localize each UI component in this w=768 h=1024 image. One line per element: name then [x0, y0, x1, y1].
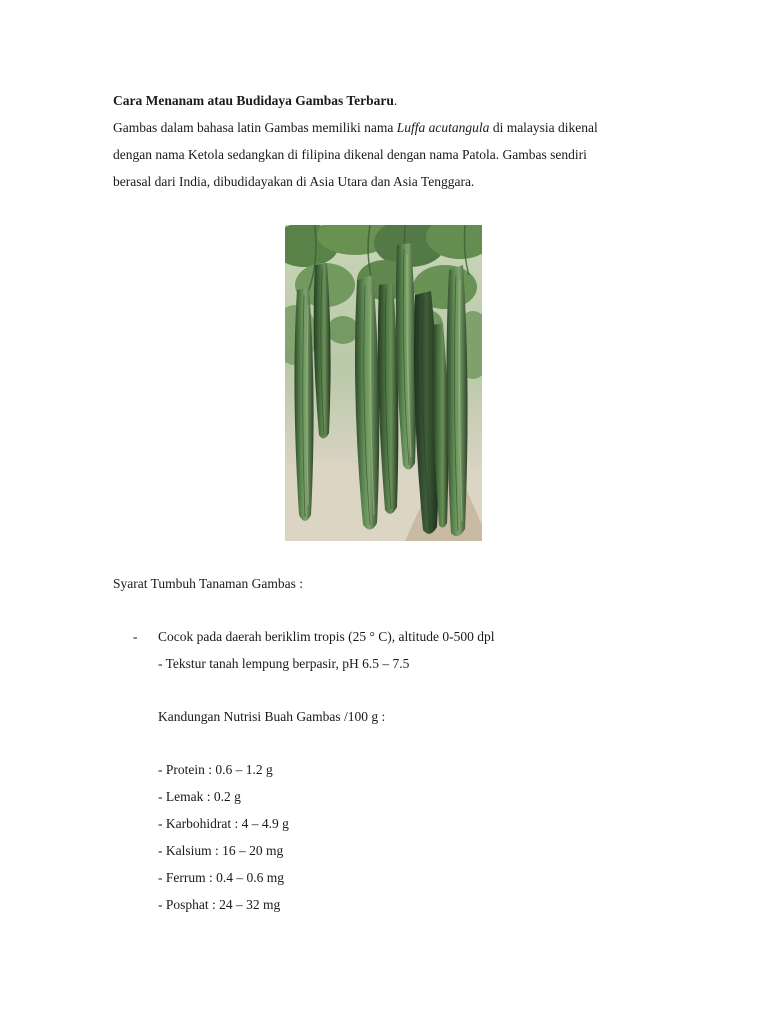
nutrition-item: - Protein : 0.6 – 1.2 g — [158, 762, 273, 777]
nutrition-item: - Ferrum : 0.4 – 0.6 mg — [158, 870, 284, 885]
document-title — [113, 92, 397, 110]
intro-text: di malaysia dikenal — [489, 120, 598, 135]
title-period: . — [393, 93, 398, 108]
nutrition-list — [158, 760, 289, 922]
title-text: Cara Menanam atau Budidaya Gambas Terbaru — [113, 93, 394, 108]
nutrition-item: - Lemak : 0.2 g — [158, 789, 241, 804]
bullet-marker: - — [133, 629, 138, 644]
intro-line-2: dengan nama Ketola sedangkan di filipina dikenal dengan nama Patola. Gambas sendiri — [113, 147, 587, 162]
intro-line-1 — [113, 118, 658, 145]
requirement-item-soil: - Tekstur tanah lempung berpasir, pH 6.5 – 7.5 — [158, 656, 410, 671]
intro-text: Gambas dalam bahasa latin Gambas memiliki nama — [113, 120, 397, 135]
requirement-item-climate: Cocok pada daerah beriklim tropis (25 ° C), altitude 0-500 dpl — [158, 629, 495, 644]
requirements-heading: Syarat Tumbuh Tanaman Gambas : — [113, 576, 304, 591]
intro-paragraph — [113, 118, 658, 199]
latin-name: Luffa acutangula — [396, 120, 490, 135]
luffa-photo — [285, 225, 482, 541]
intro-line-3: berasal dari India, dibudidayakan di Asia Utara dan Asia Tenggara. — [113, 174, 475, 189]
nutrition-heading: Kandungan Nutrisi Buah Gambas /100 g : — [158, 709, 386, 724]
nutrition-item: - Karbohidrat : 4 – 4.9 g — [158, 816, 289, 831]
nutrition-item: - Kalsium : 16 – 20 mg — [158, 843, 284, 858]
nutrition-item: - Posphat : 24 – 32 mg — [158, 897, 281, 912]
